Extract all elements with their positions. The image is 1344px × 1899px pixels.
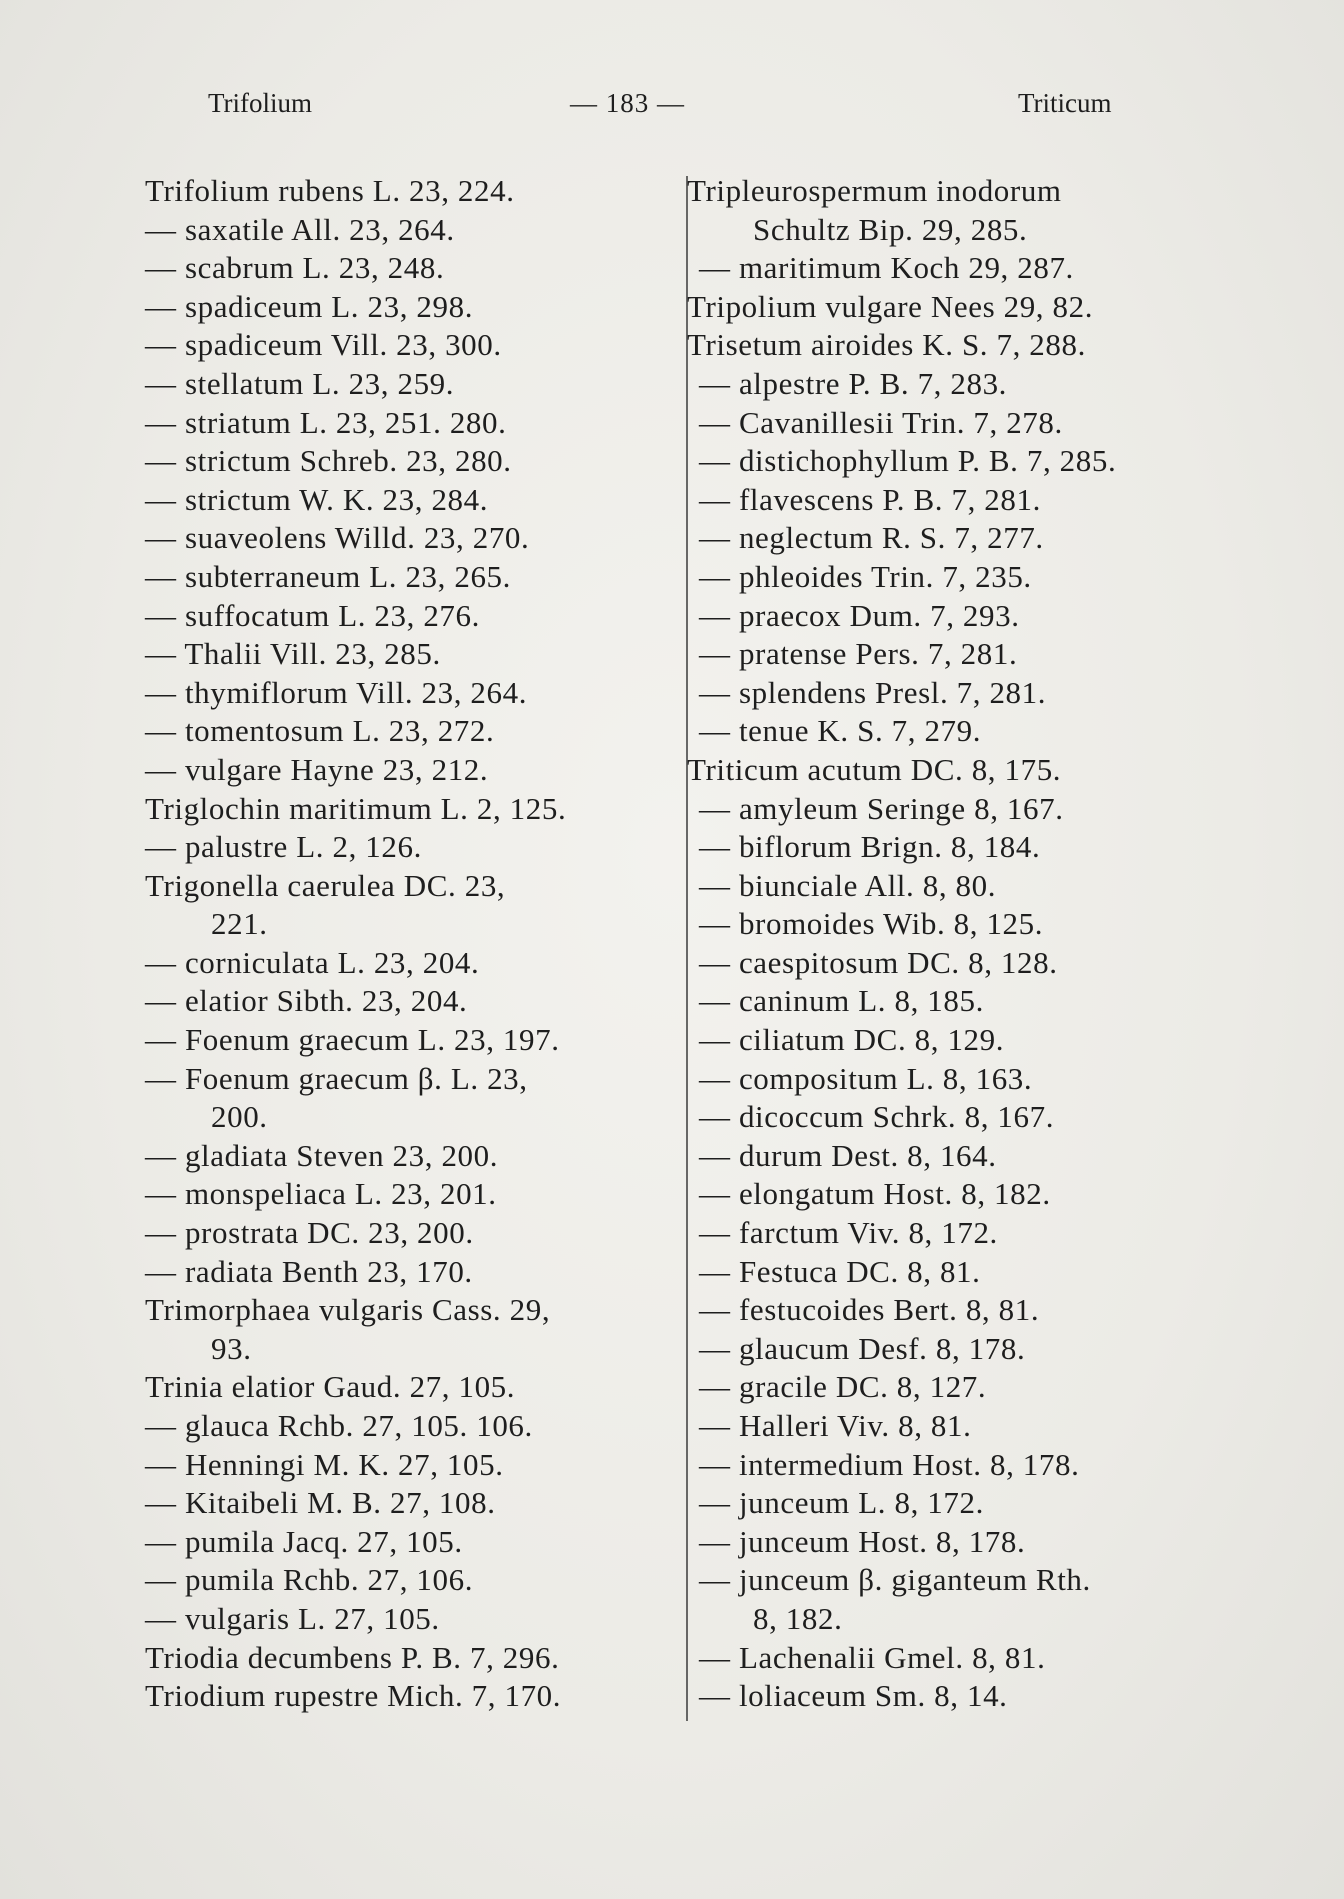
index-entry: — maritimum Koch 29, 287.	[699, 250, 1074, 286]
index-entry: — praecox Dum. 7, 293.	[699, 597, 1020, 633]
index-entry: Trifolium rubens L. 23, 224.	[145, 173, 515, 208]
index-entry: — pumila Rchb. 27, 106.	[145, 1562, 474, 1598]
index-entry: — monspeliaca L. 23, 201.	[145, 1176, 497, 1212]
index-entry: — loliaceum Sm. 8, 14.	[699, 1678, 1008, 1714]
index-entry: — pumila Jacq. 27, 105.	[145, 1523, 463, 1559]
index-entry: — dicoccum Schrk. 8, 167.	[699, 1099, 1055, 1135]
index-entry: — glaucum Desf. 8, 178.	[699, 1330, 1026, 1366]
index-entry: — ciliatum DC. 8, 129.	[699, 1022, 1005, 1058]
index-entry: — flavescens P. B. 7, 281.	[699, 481, 1041, 517]
index-entry: — gracile DC. 8, 127.	[699, 1369, 987, 1405]
index-entry: 93.	[211, 1330, 252, 1366]
index-entry: — durum Dest. 8, 164.	[699, 1137, 997, 1173]
index-entry: — suffocatum L. 23, 276.	[145, 597, 480, 633]
index-entry: — Foenum graecum L. 23, 197.	[145, 1022, 560, 1058]
index-entry: — biunciale All. 8, 80.	[699, 867, 997, 903]
index-entry: 200.	[211, 1099, 268, 1135]
index-entry: — elatior Sibth. 23, 204.	[145, 983, 468, 1019]
index-entry: — alpestre P. B. 7, 283.	[699, 365, 1008, 401]
running-header	[0, 88, 1344, 128]
index-entry: — Cavanillesii Trin. 7, 278.	[699, 404, 1063, 440]
index-column-right	[687, 172, 1227, 1716]
index-entry: — Foenum graecum β. L. 23,	[145, 1060, 528, 1096]
index-entry: — prostrata DC. 23, 200.	[145, 1215, 474, 1251]
index-entry: — strictum Schreb. 23, 280.	[145, 443, 512, 479]
index-entry: Tripolium vulgare Nees 29, 82.	[687, 288, 1094, 324]
index-entry: — Lachenalii Gmel. 8, 81.	[699, 1639, 1046, 1675]
index-entry: — tomentosum L. 23, 272.	[145, 713, 495, 749]
index-entry: — Festuca DC. 8, 81.	[699, 1253, 981, 1289]
index-entry: Trisetum airoides K. S. 7, 288.	[687, 327, 1086, 363]
index-entry: — vulgare Hayne 23, 212.	[145, 751, 489, 787]
index-entry: — spadiceum Vill. 23, 300.	[145, 327, 502, 363]
index-entry: — Halleri Viv. 8, 81.	[699, 1408, 972, 1443]
index-entry: — Henningi M. K. 27, 105.	[145, 1446, 504, 1482]
index-entry: Schultz Bip. 29, 285.	[753, 211, 1028, 247]
page-number: — 183 —	[570, 88, 685, 118]
index-entry: — tenue K. S. 7, 279.	[699, 713, 982, 749]
index-entry: — junceum Host. 8, 178.	[699, 1523, 1026, 1559]
index-entry: — phleoides Trin. 7, 235.	[699, 558, 1032, 594]
index-entry: Triodium rupestre Mich. 7, 170.	[145, 1678, 562, 1714]
index-entry: — junceum L. 8, 172.	[699, 1485, 984, 1521]
index-entry: — subterraneum L. 23, 265.	[145, 558, 511, 594]
index-entry: — Kitaibeli M. B. 27, 108.	[145, 1485, 496, 1521]
index-entry: — amyleum Seringe 8, 167.	[699, 790, 1064, 826]
index-entry: — farctum Viv. 8, 172.	[699, 1215, 998, 1251]
index-entry: Trigonella caerulea DC. 23,	[145, 867, 506, 903]
index-entry: — splendens Presl. 7, 281.	[699, 674, 1047, 710]
index-entry: — caninum L. 8, 185.	[699, 983, 984, 1019]
index-entry: — spadiceum L. 23, 298.	[145, 288, 474, 324]
index-entry: — stellatum L. 23, 259.	[145, 365, 455, 401]
index-entry: Trinia elatior Gaud. 27, 105.	[145, 1369, 516, 1405]
index-entry: — pratense Pers. 7, 281.	[699, 636, 1018, 672]
index-entry: — biflorum Brign. 8, 184.	[699, 829, 1041, 865]
index-entry: — corniculata L. 23, 204.	[145, 944, 480, 980]
index-entry: Triticum acutum DC. 8, 175.	[687, 751, 1062, 787]
index-entry: — bromoides Wib. 8, 125.	[699, 906, 1044, 942]
index-entry: — palustre L. 2, 126.	[145, 829, 422, 865]
index-entry: — neglectum R. S. 7, 277.	[699, 520, 1044, 556]
index-entry: — compositum L. 8, 163.	[699, 1060, 1033, 1096]
index-entry: — caespitosum DC. 8, 128.	[699, 944, 1058, 980]
header-left-word: Trifolium	[208, 88, 313, 118]
index-entry: — gladiata Steven 23, 200.	[145, 1137, 499, 1173]
index-entry: — strictum W. K. 23, 284.	[145, 481, 489, 517]
index-entry: — intermedium Host. 8, 178.	[699, 1446, 1080, 1482]
header-right-word: Triticum	[1018, 88, 1112, 118]
index-entry: — junceum β. giganteum Rth.	[699, 1562, 1091, 1598]
index-entry: 8, 182.	[753, 1600, 843, 1636]
index-column-left	[145, 172, 675, 1716]
index-entry: — striatum L. 23, 251. 280.	[145, 404, 507, 440]
index-entry: — festucoides Bert. 8, 81.	[699, 1292, 1040, 1328]
index-entry: — thymiflorum Vill. 23, 264.	[145, 674, 528, 710]
index-entry: — distichophyllum P. B. 7, 285.	[699, 443, 1117, 479]
index-entry: Trimorphaea vulgaris Cass. 29,	[145, 1292, 551, 1328]
index-entry: — radiata Benth 23, 170.	[145, 1253, 473, 1289]
index-entry: — scabrum L. 23, 248.	[145, 250, 445, 286]
index-entry: — Thalii Vill. 23, 285.	[145, 636, 441, 672]
index-entry: — glauca Rchb. 27, 105. 106.	[145, 1408, 533, 1443]
index-entry: — elongatum Host. 8, 182.	[699, 1176, 1051, 1212]
index-entry: Triodia decumbens P. B. 7, 296.	[145, 1639, 560, 1675]
index-entry: 221.	[211, 906, 268, 942]
index-entry: — saxatile All. 23, 264.	[145, 211, 455, 247]
index-entry: — suaveolens Willd. 23, 270.	[145, 520, 530, 556]
index-entry: — vulgaris L. 27, 105.	[145, 1600, 440, 1636]
index-entry: Tripleurospermum inodorum	[687, 173, 1062, 208]
index-entry: Triglochin maritimum L. 2, 125.	[145, 790, 567, 826]
